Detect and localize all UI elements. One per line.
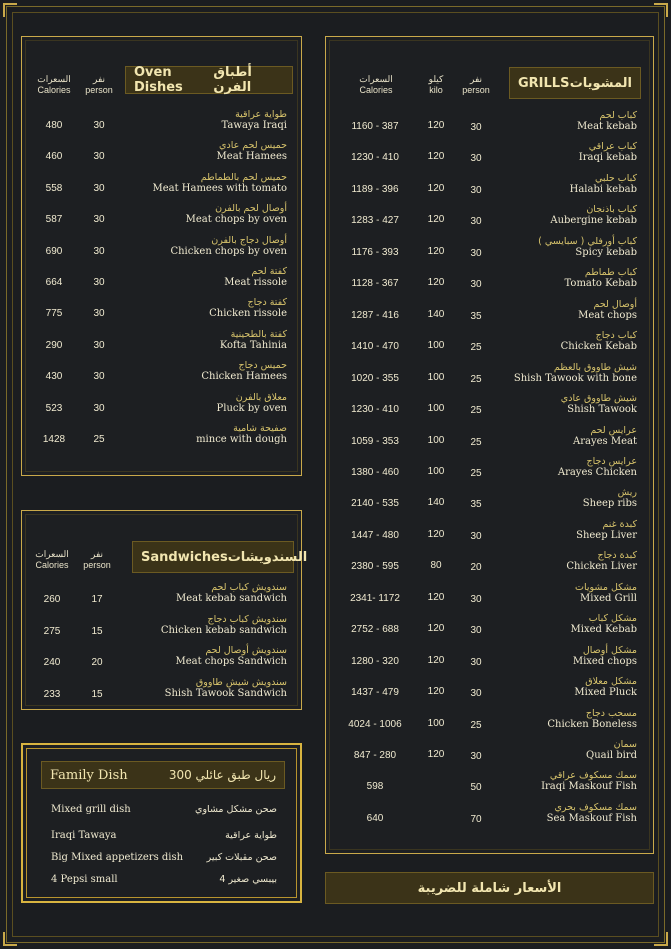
grill-item-row — [326, 645, 653, 677]
family-title-ar: طبق عائلي — [195, 768, 251, 782]
grill-item-row — [326, 770, 653, 802]
item-name — [112, 677, 287, 699]
item-name — [487, 330, 637, 352]
item-name — [487, 393, 637, 415]
oven-item-row — [22, 297, 301, 329]
item-name-en: Chicken chops by oven — [170, 245, 287, 257]
kilo-price: 120 — [427, 591, 445, 603]
person-price: 25 — [93, 434, 105, 445]
kilo-price: 120 — [427, 245, 445, 257]
grill-item-row — [326, 110, 653, 142]
family-item-row — [51, 872, 277, 886]
calories-value: 430 — [45, 371, 63, 383]
section-title-en: GRILLS — [518, 75, 570, 91]
item-name — [112, 614, 287, 636]
item-name-ar: كباب لحم — [599, 110, 637, 121]
item-name-ar: حميس لحم عادي — [219, 140, 287, 152]
calories-value: 775 — [45, 308, 63, 320]
person-price: 25 — [470, 342, 482, 354]
item-name — [487, 582, 637, 604]
item-name-en: Arayes Meat — [573, 435, 637, 447]
item-name-en: Sheep Liver — [576, 529, 637, 541]
item-name-en: Aubergine kebab — [550, 215, 637, 227]
calories-value: 2380 - 595 — [351, 561, 399, 573]
person-price: 30 — [93, 214, 105, 226]
calories-value: 1287 - 416 — [351, 309, 399, 321]
item-name-ar: سندويش كباب دجاج — [207, 613, 287, 625]
item-name-ar: كباب باذنجان — [586, 204, 637, 216]
oven-item-row — [22, 172, 301, 204]
person-price: 20 — [91, 657, 103, 668]
item-name — [487, 456, 637, 478]
item-name — [487, 708, 637, 730]
calories-value: 558 — [45, 182, 63, 194]
item-name-en: Mixed Grill — [580, 592, 637, 604]
item-name — [487, 519, 637, 541]
item-name — [112, 582, 287, 604]
item-name-en: Chicken kebab sandwich — [160, 624, 287, 636]
item-name — [487, 173, 637, 195]
tax-note: الأسعار شاملة للضريبة — [325, 872, 654, 904]
item-name-en: Tomato Kebab — [564, 278, 637, 290]
item-name-ar: مسحب دجاج — [585, 707, 637, 719]
grill-item-row — [326, 204, 653, 236]
person-price: 30 — [470, 688, 482, 700]
item-name-en: Halabi kebab — [569, 183, 637, 195]
calories-value: 1128 - 367 — [351, 278, 399, 290]
item-name-ar: مشكل مشويات — [575, 581, 637, 593]
item-name — [487, 613, 637, 635]
item-name — [487, 550, 637, 572]
kilo-price: 80 — [430, 560, 442, 572]
item-name — [112, 235, 287, 257]
family-dish-title — [41, 761, 285, 789]
item-name-en: Spicy kebab — [575, 246, 637, 258]
item-name-ar: سمك مسكوف بحري — [554, 801, 637, 813]
item-name-ar: مشكل كباب — [588, 613, 637, 625]
item-name-ar: كباب طماطم — [584, 267, 637, 279]
person-price: 30 — [93, 371, 105, 383]
sandwiches-title — [132, 541, 308, 573]
oven-item-row — [22, 109, 301, 141]
person-price: 35 — [470, 499, 482, 511]
kilo-price: 100 — [427, 340, 445, 352]
grill-item-row — [326, 613, 653, 645]
kilo-price: 120 — [427, 214, 445, 226]
item-name-en: Iraqi kebab — [578, 152, 637, 164]
item-name-ar: شيش طاووق عادي — [560, 393, 637, 405]
item-name-ar: حميس دجاج — [238, 360, 287, 372]
grill-item-row — [326, 236, 653, 268]
item-name-ar: أوصال لحم — [593, 298, 637, 310]
item-name-ar: عرايس لحم — [590, 424, 637, 436]
kilo-price: 120 — [427, 749, 445, 760]
item-name-ar: سمك مسكوف عراقي — [549, 770, 637, 782]
item-name-ar: معلاق بالفرن — [235, 391, 287, 403]
sandwich-item-row — [22, 581, 301, 613]
item-name — [112, 203, 287, 225]
item-name-ar: كباب حلبي — [594, 172, 637, 184]
person-price: 30 — [470, 656, 482, 668]
item-name — [112, 140, 287, 162]
oven-item-row — [22, 203, 301, 235]
person-price: 30 — [470, 593, 482, 605]
sandwiches-panel — [21, 510, 308, 710]
item-name — [112, 645, 287, 667]
item-name — [112, 360, 287, 382]
item-name-en: Arayes Chicken — [557, 466, 637, 478]
item-name-en: Iraqi Maskouf Fish — [541, 781, 637, 793]
item-name-en: Meat Hamees with tomato — [152, 182, 287, 194]
item-name-ar: كفتة بالطحينية — [230, 328, 287, 340]
calories-value: 1428 — [42, 434, 66, 445]
calories-value: 1380 - 460 — [351, 466, 399, 478]
person-price: 30 — [93, 277, 105, 288]
person-price: 30 — [470, 751, 482, 762]
family-item-row — [51, 850, 277, 864]
kilo-price: 120 — [427, 654, 445, 666]
kilo-price: 140 — [427, 308, 445, 320]
item-name — [112, 329, 287, 351]
item-name-ar: صفيحة شامية — [233, 423, 287, 434]
item-name-en: Chicken Hamees — [201, 371, 287, 383]
item-name-ar: سندويش كباب لحم — [211, 582, 287, 593]
item-name — [112, 423, 287, 445]
item-name-en: Quail bird — [586, 750, 637, 761]
grill-item-row — [326, 425, 653, 457]
person-price: 30 — [470, 625, 482, 637]
calories-value: 1447 - 480 — [351, 529, 399, 541]
calories-value: 847 - 280 — [353, 750, 397, 761]
calories-value: 233 — [43, 688, 61, 700]
item-name-en: Chicken rissole — [209, 308, 287, 320]
sandwich-item-row — [22, 613, 301, 645]
person-price: 30 — [470, 247, 482, 259]
item-name-ar: أوصال دجاج بالفرن — [211, 234, 287, 246]
kilo-header: كيلو kilo — [428, 74, 444, 95]
item-name-en: Chicken Boneless — [547, 718, 637, 730]
sandwich-item-row — [22, 644, 301, 676]
oven-item-row — [22, 392, 301, 424]
grill-item-row — [326, 330, 653, 362]
family-item-row — [51, 802, 277, 816]
item-name-ar: شيش طاووق بالعظم — [553, 361, 637, 373]
person-price: 30 — [470, 184, 482, 196]
calories-value: 1230 - 410 — [351, 404, 399, 416]
family-item-en: Iraqi Tawaya — [51, 829, 117, 841]
calories-value: 587 — [45, 214, 63, 226]
calories-value: 1230 - 410 — [351, 152, 399, 164]
item-name-en: Shish Tawook with bone — [513, 372, 637, 384]
person-price: 30 — [470, 530, 482, 542]
person-price: 35 — [470, 310, 482, 322]
person-price: 15 — [91, 688, 103, 700]
person-price: 25 — [470, 436, 482, 448]
kilo-price: 100 — [427, 403, 445, 415]
oven-dishes-panel — [21, 36, 302, 476]
person-price: 30 — [470, 153, 482, 165]
calories-value: 2140 - 535 — [351, 498, 399, 510]
calories-value: 523 — [45, 402, 63, 414]
kilo-price: 100 — [427, 371, 445, 383]
item-name — [112, 172, 287, 194]
item-name — [487, 645, 637, 667]
oven-item-row — [22, 235, 301, 267]
person-price: 30 — [93, 182, 105, 194]
grill-item-row — [326, 708, 653, 740]
section-title-en: Sandwiches — [141, 549, 228, 565]
calories-value: 640 — [366, 812, 384, 824]
person-header: نفر person — [85, 74, 113, 95]
family-item-en: Big Mixed appetizers dish — [51, 851, 184, 863]
item-name-en: Shish Tawook — [567, 404, 637, 416]
item-name-en: Chicken Liver — [566, 561, 637, 573]
calories-value: 2752 - 688 — [351, 624, 399, 636]
grill-item-row — [326, 393, 653, 425]
item-name-en: Kofta Tahinia — [219, 339, 287, 351]
calories-value: 240 — [43, 657, 61, 668]
item-name-ar: كفتة لحم — [251, 266, 287, 277]
family-price: 300 ريال — [168, 768, 276, 782]
item-name-en: Sheep ribs — [582, 498, 637, 510]
item-name-ar: طواية عراقية — [235, 109, 287, 120]
item-name — [487, 141, 637, 163]
item-name-en: Mixed chops — [572, 655, 637, 667]
person-header: نفر person — [462, 74, 490, 95]
family-item-ar: طواية عراقية — [225, 829, 277, 841]
item-name-en: Shish Tawook Sandwich — [164, 687, 287, 699]
item-name-en: Meat kebab — [576, 121, 637, 132]
corner-ornament — [654, 932, 668, 946]
kilo-price: 120 — [427, 623, 445, 635]
calories-value: 460 — [45, 151, 63, 163]
corner-ornament — [3, 3, 17, 17]
item-name-en: Meat rissole — [224, 277, 287, 288]
grills-title — [509, 67, 641, 99]
person-price: 50 — [470, 782, 482, 794]
item-name-en: Meat chops Sandwich — [175, 656, 287, 667]
item-name-en: Pluck by oven — [216, 402, 287, 414]
grill-item-row — [326, 550, 653, 582]
person-price: 30 — [470, 216, 482, 228]
grill-item-row — [326, 299, 653, 331]
family-item-ar: 4 بيبسي صغير — [219, 873, 277, 885]
item-name-ar: أوصال لحم بالفرن — [215, 203, 287, 215]
kilo-price: 120 — [427, 151, 445, 163]
person-price: 30 — [93, 402, 105, 414]
item-name-ar: كفتة دجاج — [247, 297, 287, 309]
calories-value: 260 — [43, 594, 61, 605]
calories-header: السعرات Calories — [35, 549, 69, 570]
calories-value: 1280 - 320 — [351, 655, 399, 667]
calories-value: 2341- 1172 — [350, 592, 400, 604]
grill-item-row — [326, 739, 653, 771]
kilo-price: 120 — [427, 686, 445, 698]
item-name — [487, 739, 637, 761]
grill-item-row — [326, 141, 653, 173]
person-price: 30 — [93, 120, 105, 131]
person-price: 30 — [93, 308, 105, 320]
calories-header: السعرات Calories — [359, 74, 393, 95]
calories-value: 1020 - 355 — [351, 372, 399, 384]
person-price: 30 — [470, 122, 482, 133]
item-name-ar: مشكل معلاق — [585, 676, 637, 688]
item-name-en: Mixed Kebab — [570, 624, 637, 636]
item-name-ar: سندويش شيش طاووق — [195, 676, 287, 688]
person-price: 25 — [470, 373, 482, 385]
item-name — [487, 267, 637, 289]
section-title-en: Oven Dishes — [134, 65, 183, 95]
item-name — [112, 109, 287, 131]
calories-value: 1410 - 470 — [351, 341, 399, 353]
item-name — [487, 236, 637, 258]
item-name — [487, 362, 637, 384]
item-name — [487, 110, 637, 132]
oven-item-row — [22, 266, 301, 298]
item-name-en: Meat chops by oven — [185, 214, 287, 226]
item-name-en: Tawaya Iraqi — [221, 120, 287, 131]
sandwich-item-row — [22, 676, 301, 708]
calories-value: 290 — [45, 339, 63, 351]
grill-item-row — [326, 267, 653, 299]
person-header: نفر person — [83, 549, 111, 570]
calories-value: 1283 - 427 — [351, 215, 399, 227]
section-title-ar: أطباق الفرن — [213, 65, 252, 95]
item-name-ar: مشكل أوصال — [582, 644, 637, 656]
grill-item-row — [326, 362, 653, 394]
item-name — [112, 392, 287, 414]
item-name-en: Meat Hamees — [216, 151, 287, 163]
kilo-price: 120 — [427, 277, 445, 289]
item-name-en: Chicken Kebab — [560, 341, 637, 353]
grill-item-row — [326, 456, 653, 488]
kilo-price: 100 — [427, 717, 445, 729]
item-name-ar: كباب أورفلي ( سبايسي ) — [538, 235, 637, 247]
item-name — [487, 299, 637, 321]
kilo-price: 140 — [427, 497, 445, 509]
section-title-ar: السندويشات — [227, 549, 308, 565]
item-name-ar: كبدة دجاج — [597, 550, 637, 562]
item-name-ar: كباب عراقي — [588, 141, 637, 153]
person-price: 17 — [91, 594, 103, 605]
family-title-en: Family Dish — [50, 767, 128, 783]
grill-item-row — [326, 487, 653, 519]
item-name — [112, 297, 287, 319]
kilo-price: 120 — [427, 182, 445, 194]
oven-dishes-title — [125, 66, 293, 94]
person-price: 15 — [91, 625, 103, 637]
person-price: 25 — [470, 719, 482, 731]
person-price: 30 — [93, 151, 105, 163]
item-name — [487, 770, 637, 792]
item-name-ar: كبدة غنم — [602, 518, 637, 530]
calories-value: 1437 - 479 — [351, 687, 399, 699]
person-price: 20 — [470, 562, 482, 574]
item-name-en: mince with dough — [196, 434, 287, 445]
oven-item-row — [22, 329, 301, 361]
family-item-en: Mixed grill dish — [51, 803, 131, 815]
calories-value: 275 — [43, 625, 61, 637]
item-name-en: Sea Maskouf Fish — [546, 812, 637, 824]
family-item-en: 4 Pepsi small — [51, 873, 118, 885]
grill-item-row — [326, 519, 653, 551]
grill-item-row — [326, 582, 653, 614]
calories-value: 1160 - 387 — [351, 121, 399, 132]
person-price: 25 — [470, 405, 482, 417]
kilo-price: 120 — [427, 528, 445, 540]
calories-value: 1176 - 393 — [351, 246, 399, 258]
calories-value: 598 — [366, 781, 384, 793]
family-item-ar: صحن مقبلات كبير — [206, 851, 277, 863]
calories-value: 690 — [45, 245, 63, 257]
grill-item-row — [326, 676, 653, 708]
calories-value: 1189 - 396 — [351, 183, 399, 195]
oven-item-row — [22, 140, 301, 172]
calories-header: السعرات Calories — [37, 74, 71, 95]
grill-item-row — [326, 802, 653, 834]
kilo-price: 100 — [427, 465, 445, 477]
grill-item-row — [326, 173, 653, 205]
item-name-ar: ريش — [617, 487, 637, 499]
grills-panel — [325, 36, 654, 854]
calories-value: 1059 - 353 — [351, 435, 399, 447]
item-name-en: Meat kebab sandwich — [176, 593, 287, 604]
item-name-ar: عرايس دجاج — [586, 455, 637, 467]
oven-item-row — [22, 360, 301, 392]
calories-value: 4024 - 1006 — [348, 718, 402, 730]
family-dish-panel — [21, 743, 302, 903]
calories-value: 480 — [45, 120, 63, 131]
section-title-ar: المشويات — [569, 75, 632, 91]
oven-item-row — [22, 423, 301, 455]
calories-value: 664 — [45, 277, 63, 288]
person-price: 70 — [470, 813, 482, 825]
item-name-ar: كباب دجاج — [595, 330, 637, 342]
item-name-ar: سندويش أوصال لحم — [205, 645, 287, 656]
item-name-en: Mixed Pluck — [574, 687, 637, 699]
kilo-price: 100 — [427, 434, 445, 446]
corner-ornament — [654, 3, 668, 17]
person-price: 30 — [470, 279, 482, 291]
item-name — [487, 802, 637, 824]
person-price: 30 — [93, 339, 105, 351]
item-name-ar: حميس لحم بالطماطم — [200, 171, 287, 183]
item-name — [487, 204, 637, 226]
person-price: 30 — [93, 245, 105, 257]
item-name — [487, 425, 637, 447]
item-name-en: Meat chops — [578, 309, 637, 321]
corner-ornament — [3, 932, 17, 946]
family-item-ar: صحن مشكل مشاوي — [195, 803, 277, 815]
person-price: 25 — [470, 467, 482, 479]
item-name — [112, 266, 287, 288]
item-name — [487, 676, 637, 698]
family-item-row — [51, 828, 277, 842]
item-name-ar: سمان — [613, 739, 637, 750]
item-name — [487, 487, 637, 509]
kilo-price: 120 — [427, 120, 445, 131]
